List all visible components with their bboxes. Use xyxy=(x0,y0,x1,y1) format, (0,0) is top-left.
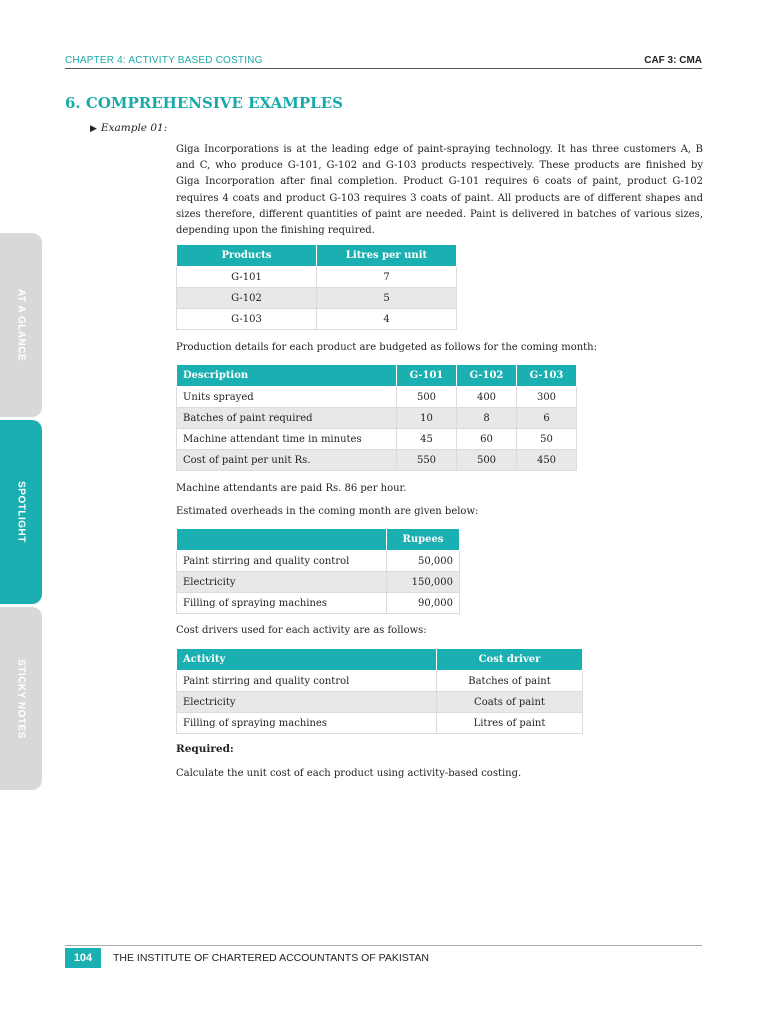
required-text: Calculate the unit cost of each product using activity-based costing. xyxy=(176,768,522,779)
section-title: 6. COMPREHENSIVE EXAMPLES xyxy=(65,94,343,112)
footer-institute: THE INSTITUTE OF CHARTERED ACCOUNTANTS OF PAKISTAN xyxy=(113,952,429,964)
table-row: Electricity 150,000 xyxy=(177,572,460,593)
table-row: Machine attendant time in minutes 45 60 50 xyxy=(177,429,577,450)
required-label: Required: xyxy=(176,743,234,755)
example-label: ▶ Example 01: xyxy=(90,122,168,134)
table-row: Cost of paint per unit Rs. 550 500 450 xyxy=(177,450,577,471)
table-row: G-102 5 xyxy=(177,288,457,309)
attendant-rate-text: Machine attendants are paid Rs. 86 per hour. xyxy=(176,483,407,494)
header-divider xyxy=(65,68,702,69)
table-row: G-103 4 xyxy=(177,309,457,330)
production-header-g101: G-101 xyxy=(397,365,457,387)
chapter-title: CHAPTER 4: ACTIVITY BASED COSTING xyxy=(65,55,263,66)
side-tab-label: STICKY NOTES xyxy=(15,658,27,739)
litres-header-litres: Litres per unit xyxy=(317,245,457,267)
production-table xyxy=(176,364,577,471)
table-row: Batches of paint required 10 8 6 xyxy=(177,408,577,429)
overheads-intro: Estimated overheads in the coming month are given below: xyxy=(176,506,479,517)
drivers-header-cost-driver: Cost driver xyxy=(437,649,583,671)
side-tab-sticky-notes[interactable] xyxy=(0,607,42,790)
overheads-table xyxy=(176,528,460,614)
triangle-bullet-icon: ▶ xyxy=(90,124,97,134)
table-row: Filling of spraying machines 90,000 xyxy=(177,593,460,614)
table-row: Paint stirring and quality control 50,000 xyxy=(177,551,460,572)
production-intro: Production details for each product are budgeted as follows for the coming month: xyxy=(176,342,597,353)
page-number: 104 xyxy=(65,948,101,968)
book-title: CAF 3: CMA xyxy=(644,55,702,66)
footer-divider xyxy=(65,945,702,946)
table-row: G-101 7 xyxy=(177,267,457,288)
table-row: Paint stirring and quality control Batches of paint xyxy=(177,671,583,692)
overheads-header-rupees: Rupees xyxy=(387,529,460,551)
production-header-g102: G-102 xyxy=(457,365,517,387)
production-header-description: Description xyxy=(177,365,397,387)
cost-drivers-table xyxy=(176,648,583,734)
litres-table xyxy=(176,244,457,330)
intro-paragraph: Giga Incorporations is at the leading edge of paint-spraying technology. It has three customers A, B and C, who produce G-101, G-102 and G-103 products respectively. These products are finished by Giga Incorporation after final completion. Product G-101 requires 6 coats of paint, product G-102 requires 4 coats and product G-103 requires 3 coats of paint. All products are of different shapes and sizes therefore, different quantities of paint are needed. Paint is delivered in batches of various sizes, depending upon the finishing required. xyxy=(176,144,703,237)
production-header-g103: G-103 xyxy=(517,365,577,387)
side-tab-label: SPOTLIGHT xyxy=(15,481,27,543)
overheads-header-blank xyxy=(177,529,387,551)
table-row: Filling of spraying machines Litres of paint xyxy=(177,713,583,734)
litres-header-products: Products xyxy=(177,245,317,267)
side-tab-label: AT A GLANCE xyxy=(15,288,27,362)
drivers-intro: Cost drivers used for each activity are as follows: xyxy=(176,625,427,636)
side-tab-spotlight[interactable] xyxy=(0,420,42,604)
side-tab-at-a-glance[interactable] xyxy=(0,233,42,417)
table-row: Units sprayed 500 400 300 xyxy=(177,387,577,408)
table-row: Electricity Coats of paint xyxy=(177,692,583,713)
drivers-header-activity: Activity xyxy=(177,649,437,671)
